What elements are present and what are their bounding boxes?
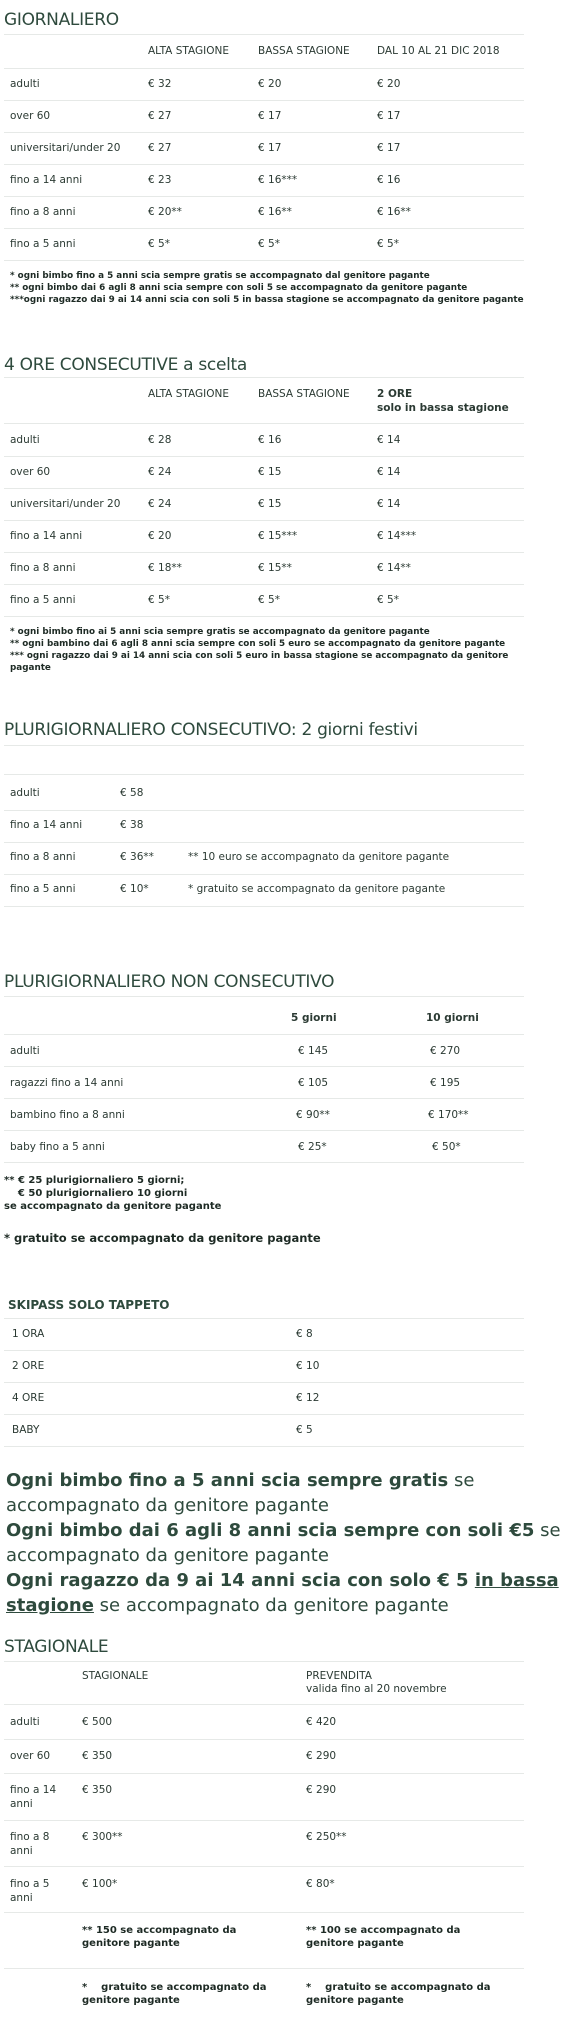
section-title-tappeto: SKIPASS SOLO TAPPETO	[8, 1298, 170, 1312]
price-cell: € 14	[377, 498, 401, 510]
promo-line	[6, 1593, 449, 1618]
row-label: fino a 5 anni	[10, 238, 76, 250]
price-cell: € 20	[148, 530, 172, 542]
row-label: 4 ORE	[12, 1392, 45, 1404]
divider	[4, 1968, 524, 1969]
row-label: fino a 5 anni	[10, 883, 76, 895]
price-cell: € 290	[306, 1784, 337, 1796]
price-cell: € 27	[148, 142, 172, 154]
price-cell: € 20**	[148, 206, 182, 218]
row-label-2: anni	[10, 1798, 33, 1810]
row-label: fino a 14 anni	[10, 819, 83, 831]
price-cell: € 300**	[82, 1831, 123, 1843]
price-cell: € 10*	[120, 883, 149, 895]
divider	[4, 1912, 524, 1913]
price-cell: € 5*	[377, 594, 399, 606]
price-cell: € 350	[82, 1750, 113, 1762]
row-label: over 60	[10, 466, 51, 478]
divider	[4, 874, 524, 875]
footnote: ** ogni bambino dai 6 agli 8 anni scia sempre con soli 5 euro se accompagnato da genitore pagante	[10, 639, 506, 649]
price-cell: € 32	[148, 78, 172, 90]
price-cell: € 18**	[148, 562, 182, 574]
divider	[4, 1350, 524, 1351]
footnote: genitore pagante	[306, 1938, 404, 1949]
divider	[4, 34, 524, 35]
promo-text: se accompagnato da genitore pagante	[93, 1595, 449, 1616]
col-header: 2 ORE	[377, 388, 413, 400]
price-cell: € 14	[377, 466, 401, 478]
row-label: fino a 14 anni	[10, 174, 83, 186]
row-label: fino a 5 anni	[10, 594, 76, 606]
footnote: pagante	[10, 663, 51, 673]
divider	[4, 906, 524, 907]
row-label: fino a 8	[10, 1831, 50, 1843]
col-header: ALTA STAGIONE	[148, 45, 229, 57]
section-title-4-ore: 4 ORE CONSECUTIVE a scelta	[4, 355, 248, 375]
price-cell: € 5*	[148, 238, 170, 250]
divider	[4, 1130, 524, 1131]
divider	[4, 1739, 524, 1740]
price-cell: € 90**	[296, 1109, 330, 1121]
price-cell: € 5*	[258, 594, 280, 606]
price-cell: € 270	[430, 1045, 461, 1057]
bassa-stagione-link[interactable]: stagione	[6, 1595, 94, 1616]
row-label: adulti	[10, 1045, 40, 1057]
price-cell: € 17	[258, 142, 282, 154]
section-title-pluri-non-consecutivo: PLURIGIORNALIERO NON CONSECUTIVO	[4, 972, 335, 992]
price-cell: € 14***	[377, 530, 417, 542]
price-cell: € 15**	[258, 562, 292, 574]
price-cell: € 290	[306, 1750, 337, 1762]
divider	[4, 810, 524, 811]
divider	[4, 842, 524, 843]
divider	[4, 1704, 524, 1705]
row-label: baby fino a 5 anni	[10, 1141, 105, 1153]
price-cell: € 420	[306, 1716, 337, 1728]
footnote: * gratuito se accompagnato da	[306, 1982, 491, 1993]
section-title-stagionale: STAGIONALE	[4, 1637, 109, 1657]
price-cell: € 20	[258, 78, 282, 90]
divider	[4, 100, 524, 101]
price-cell: € 27	[148, 110, 172, 122]
promo-text: se	[448, 1470, 475, 1491]
price-cell: € 500	[82, 1716, 113, 1728]
price-cell: € 12	[296, 1392, 320, 1404]
section-title-giornaliero: GIORNALIERO	[4, 10, 119, 30]
divider	[4, 1661, 524, 1662]
footnote: genitore pagante	[82, 1938, 180, 1949]
price-cell: € 17	[258, 110, 282, 122]
col-header: DAL 10 AL 21 DIC 2018	[377, 45, 500, 57]
price-cell: € 5*	[258, 238, 280, 250]
price-cell: € 58	[120, 787, 144, 799]
col-header: BASSA STAGIONE	[258, 388, 350, 400]
price-cell: € 10	[296, 1360, 320, 1372]
footnote: genitore pagante	[82, 1995, 180, 2006]
row-label: 2 ORE	[12, 1360, 45, 1372]
footnote: € 50 plurigiornaliero 10 giorni	[4, 1188, 188, 1199]
price-cell: € 38	[120, 819, 144, 831]
price-cell: € 14**	[377, 562, 411, 574]
price-cell: € 15***	[258, 530, 298, 542]
price-cell: € 195	[430, 1077, 461, 1089]
promo-bold: Ogni ragazzo da 9 ai 14 anni scia con solo € 5	[6, 1570, 475, 1591]
divider	[4, 1820, 524, 1821]
divider	[4, 745, 524, 746]
divider	[4, 996, 524, 997]
promo-line	[6, 1468, 474, 1493]
divider	[4, 584, 524, 585]
footnote: * ogni bimbo fino a 5 anni scia sempre gratis se accompagnato dal genitore pagante	[10, 271, 430, 281]
price-cell: € 16**	[258, 206, 292, 218]
row-label: fino a 5	[10, 1878, 50, 1890]
promo-line: accompagnato da genitore pagante	[6, 1545, 329, 1566]
price-cell: € 25*	[298, 1141, 327, 1153]
bassa-stagione-link[interactable]: in bassa	[474, 1570, 559, 1591]
row-label: over 60	[10, 110, 51, 122]
divider	[4, 132, 524, 133]
divider	[4, 1034, 524, 1035]
price-cell: € 20	[377, 78, 401, 90]
row-label: universitari/under 20	[10, 142, 121, 154]
price-cell: € 36**	[120, 851, 154, 863]
row-label-2: anni	[10, 1892, 33, 1904]
divider	[4, 377, 524, 378]
price-cell: € 145	[298, 1045, 329, 1057]
divider	[4, 456, 524, 457]
divider	[4, 616, 524, 617]
footnote: * gratuito se accompagnato da genitore pagante	[4, 1231, 321, 1245]
price-cell: € 17	[377, 142, 401, 154]
footnote: ** € 25 plurigiornaliero 5 giorni;	[4, 1175, 185, 1186]
promo-line: accompagnato da genitore pagante	[6, 1495, 329, 1516]
promo-line	[6, 1518, 561, 1543]
col-header-sub: valida fino al 20 novembre	[306, 1683, 447, 1695]
footnote: ** 150 se accompagnato da	[82, 1925, 237, 1936]
footnote: ***ogni ragazzo dai 9 ai 14 anni scia con soli 5 in bassa stagione se accompagnato da genitore pagante	[10, 295, 524, 305]
section-title-pluri-consecutivo: PLURIGIORNALIERO CONSECUTIVO: 2 giorni festivi	[4, 720, 418, 740]
price-cell: € 16**	[377, 206, 411, 218]
row-label: fino a 8 anni	[10, 562, 76, 574]
row-label: ragazzi fino a 14 anni	[10, 1077, 124, 1089]
divider	[4, 1866, 524, 1867]
promo-bold: Ogni bimbo dai 6 agli 8 anni scia sempre con soli €5	[6, 1520, 535, 1541]
footnote: ** 100 se accompagnato da	[306, 1925, 461, 1936]
divider	[4, 1098, 524, 1099]
price-cell: € 5*	[148, 594, 170, 606]
footnote: *** ogni ragazzo dai 9 ai 14 anni scia con soli 5 euro in bassa stagione se accompagnato da genitore	[10, 651, 509, 661]
divider	[4, 423, 524, 424]
price-cell: € 5	[296, 1424, 313, 1436]
divider	[4, 68, 524, 69]
divider	[4, 552, 524, 553]
price-cell: € 350	[82, 1784, 113, 1796]
divider	[4, 1066, 524, 1067]
row-label: adulti	[10, 787, 40, 799]
promo-bold: Ogni bimbo fino a 5 anni scia sempre gratis	[6, 1470, 449, 1491]
divider	[4, 774, 524, 775]
divider	[4, 196, 524, 197]
footnote: * gratuito se accompagnato da	[82, 1982, 267, 1993]
price-cell: € 15	[258, 498, 282, 510]
price-cell: € 250**	[306, 1831, 347, 1843]
price-cell: € 170**	[428, 1109, 469, 1121]
row-label: BABY	[12, 1424, 40, 1436]
divider	[4, 260, 524, 261]
row-label: 1 ORA	[12, 1328, 45, 1340]
price-cell: € 17	[377, 110, 401, 122]
col-header: BASSA STAGIONE	[258, 45, 350, 57]
divider	[4, 228, 524, 229]
row-label: fino a 8 anni	[10, 851, 76, 863]
price-cell: € 14	[377, 434, 401, 446]
col-header: ALTA STAGIONE	[148, 388, 229, 400]
footnote: se accompagnato da genitore pagante	[4, 1201, 222, 1212]
row-label: adulti	[10, 78, 40, 90]
divider	[4, 1773, 524, 1774]
divider	[4, 1382, 524, 1383]
col-header: STAGIONALE	[82, 1670, 149, 1682]
price-cell: € 23	[148, 174, 172, 186]
divider	[4, 488, 524, 489]
col-header-sub: solo in bassa stagione	[377, 402, 509, 414]
row-label: fino a 14 anni	[10, 530, 83, 542]
row-label: fino a 8 anni	[10, 206, 76, 218]
price-cell: € 8	[296, 1328, 313, 1340]
divider	[4, 520, 524, 521]
divider	[4, 1318, 524, 1319]
divider	[4, 1446, 524, 1447]
price-cell: € 50*	[432, 1141, 461, 1153]
price-cell: € 16***	[258, 174, 298, 186]
price-cell: € 16	[258, 434, 282, 446]
footnote: ** ogni bimbo dai 6 agli 8 anni scia sempre con soli 5 se accompagnato da genitore pagante	[10, 283, 468, 293]
promo-line	[6, 1568, 559, 1593]
row-note: ** 10 euro se accompagnato da genitore pagante	[188, 851, 450, 863]
footnote: genitore pagante	[306, 1995, 404, 2006]
price-cell: € 16	[377, 174, 401, 186]
row-label-2: anni	[10, 1845, 33, 1857]
row-label: fino a 14	[10, 1784, 57, 1796]
row-label: over 60	[10, 1750, 51, 1762]
divider	[4, 1162, 524, 1163]
row-note: * gratuito se accompagnato da genitore pagante	[188, 883, 446, 895]
row-label: adulti	[10, 434, 40, 446]
price-cell: € 5*	[377, 238, 399, 250]
price-cell: € 15	[258, 466, 282, 478]
row-label: adulti	[10, 1716, 40, 1728]
row-label: bambino fino a 8 anni	[10, 1109, 125, 1121]
price-cell: € 80*	[306, 1878, 335, 1890]
price-cell: € 24	[148, 498, 172, 510]
footnote: * ogni bimbo fino ai 5 anni scia sempre gratis se accompagnato da genitore pagante	[10, 627, 430, 637]
col-header: 5 giorni	[291, 1012, 337, 1024]
price-cell: € 24	[148, 466, 172, 478]
row-label: universitari/under 20	[10, 498, 121, 510]
promo-text: se	[534, 1520, 561, 1541]
divider	[4, 1414, 524, 1415]
col-header: PREVENDITA	[306, 1670, 372, 1682]
price-cell: € 105	[298, 1077, 329, 1089]
price-cell: € 28	[148, 434, 172, 446]
col-header: 10 giorni	[426, 1012, 479, 1024]
divider	[4, 164, 524, 165]
price-cell: € 100*	[82, 1878, 118, 1890]
